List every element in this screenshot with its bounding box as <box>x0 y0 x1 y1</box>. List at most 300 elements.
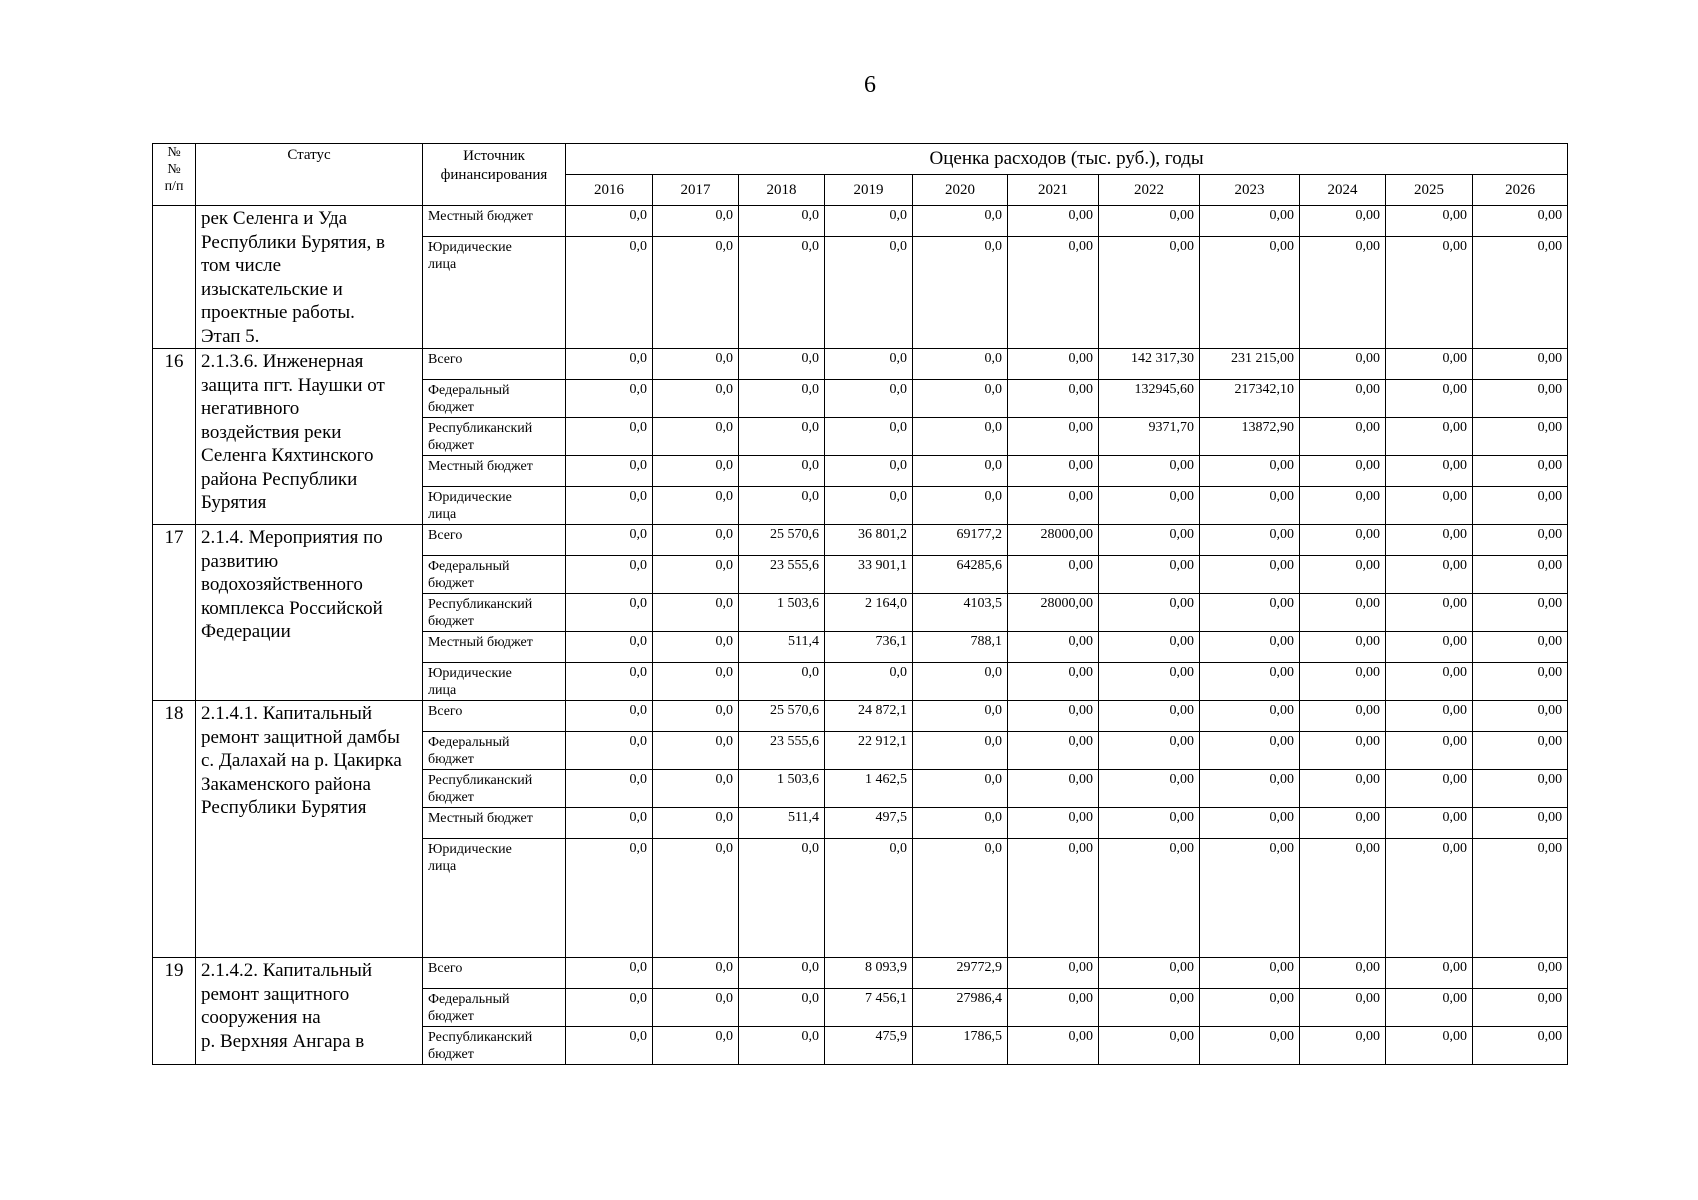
expenditure-value-cell: 0,00 <box>1008 206 1099 237</box>
expenditure-value-cell: 22 912,1 <box>825 732 913 770</box>
expenditure-value-cell: 0,00 <box>1386 418 1473 456</box>
funding-source-line: лица <box>428 257 457 273</box>
expenditure-value-cell: 0,0 <box>653 663 739 701</box>
funding-source-cell <box>423 1027 566 1065</box>
status-line: Федерации <box>201 621 291 642</box>
expenditure-value-cell: 0,0 <box>739 989 825 1027</box>
status-line: 2.1.4.2. Капитальный <box>201 960 373 981</box>
expenditure-value-cell: 0,00 <box>1473 632 1568 663</box>
table-row <box>153 701 1568 732</box>
expenditure-value-cell: 0,0 <box>739 206 825 237</box>
expenditure-value-cell: 0,0 <box>653 989 739 1027</box>
expenditure-value-cell: 0,00 <box>1300 237 1386 349</box>
funding-source-line: Юридические <box>428 490 512 505</box>
expenditure-value-cell: 69177,2 <box>913 525 1008 556</box>
header-num-line: п/п <box>164 179 184 194</box>
expenditure-value-cell: 0,00 <box>1008 632 1099 663</box>
expenditure-value-cell: 0,00 <box>1099 556 1200 594</box>
expenditure-value-cell: 788,1 <box>913 632 1008 663</box>
status-cell <box>196 349 423 525</box>
funding-source-line: Республиканский <box>428 421 533 436</box>
status-line: Селенга Кяхтинского <box>201 445 374 466</box>
expenditure-value-cell: 1 462,5 <box>825 770 913 808</box>
funding-source-line: Юридические <box>428 842 512 857</box>
status-line: комплекса Российской <box>201 597 383 619</box>
expenditure-value-cell: 0,00 <box>1386 206 1473 237</box>
expenditure-value-cell: 0,00 <box>1300 663 1386 701</box>
expenditure-value-cell: 0,0 <box>653 487 739 525</box>
expenditure-value-cell: 0,00 <box>1099 632 1200 663</box>
expenditure-value-cell: 0,00 <box>1099 594 1200 632</box>
expenditure-value-cell: 0,00 <box>1386 237 1473 349</box>
expenditure-value-cell: 33 901,1 <box>825 556 913 594</box>
expenditure-value-cell: 0,00 <box>1300 1027 1386 1065</box>
status-line: развитию <box>201 550 279 572</box>
status-line: 2.1.3.6. Инженерная <box>201 351 364 372</box>
expenditure-value-cell: 0,00 <box>1300 487 1386 525</box>
header-num-line: № <box>167 145 181 160</box>
status-line: водохозяйственного <box>201 574 363 595</box>
expenditure-value-cell: 24 872,1 <box>825 701 913 732</box>
expenditure-value-cell: 0,0 <box>653 808 739 839</box>
expenditure-value-cell: 0,0 <box>566 556 653 594</box>
expenditure-value-cell: 28000,00 <box>1008 594 1099 632</box>
expenditure-value-cell: 0,0 <box>739 487 825 525</box>
expenditure-value-cell: 9371,70 <box>1099 418 1200 456</box>
expenditure-value-cell: 736,1 <box>825 632 913 663</box>
funding-source-line: Федеральный <box>428 992 510 1007</box>
funding-source-line: Федеральный <box>428 559 510 574</box>
row-number-cell: 18 <box>153 701 196 958</box>
expenditure-value-cell: 0,00 <box>1386 594 1473 632</box>
header-year: 2016 <box>566 175 653 206</box>
expenditure-value-cell: 0,00 <box>1386 958 1473 989</box>
expenditure-value-cell: 0,00 <box>1473 663 1568 701</box>
expenditure-value-cell: 0,0 <box>653 701 739 732</box>
expenditure-value-cell: 0,0 <box>913 808 1008 839</box>
expenditure-value-cell: 0,00 <box>1008 456 1099 487</box>
expenditure-value-cell: 0,00 <box>1473 732 1568 770</box>
expenditure-value-cell: 0,00 <box>1473 380 1568 418</box>
expenditure-value-cell: 0,00 <box>1473 770 1568 808</box>
header-num-line: № <box>167 162 181 177</box>
expenditure-value-cell: 8 093,9 <box>825 958 913 989</box>
funding-source-line: бюджет <box>428 1009 474 1024</box>
table-row <box>153 349 1568 380</box>
expenditure-value-cell: 27986,4 <box>913 989 1008 1027</box>
funding-source-line: Всего <box>428 352 463 367</box>
expenditure-value-cell: 0,00 <box>1200 770 1300 808</box>
header-year: 2024 <box>1300 175 1386 206</box>
expenditure-value-cell: 0,00 <box>1200 525 1300 556</box>
expenditure-value-cell: 0,00 <box>1099 663 1200 701</box>
funding-source-line: Местный бюджет <box>428 811 533 826</box>
expenditure-value-cell: 29772,9 <box>913 958 1008 989</box>
expenditure-value-cell: 0,00 <box>1386 732 1473 770</box>
expenditure-value-cell: 217342,10 <box>1200 380 1300 418</box>
expenditure-value-cell: 0,0 <box>913 418 1008 456</box>
expenditure-value-cell: 7 456,1 <box>825 989 913 1027</box>
expenditure-value-cell: 25 570,6 <box>739 701 825 732</box>
expenditure-value-cell: 0,0 <box>825 456 913 487</box>
expenditure-value-cell: 0,0 <box>739 418 825 456</box>
expenditure-value-cell: 511,4 <box>739 632 825 663</box>
expenditure-value-cell: 0,00 <box>1099 770 1200 808</box>
expenditure-value-cell: 0,0 <box>739 237 825 349</box>
header-year: 2020 <box>913 175 1008 206</box>
page-number: 6 <box>864 72 876 98</box>
header-year: 2021 <box>1008 175 1099 206</box>
funding-source-line: бюджет <box>428 752 474 767</box>
funding-source-line: лица <box>428 683 457 698</box>
expenditure-value-cell: 0,0 <box>825 380 913 418</box>
expenditure-value-cell: 0,00 <box>1008 487 1099 525</box>
expenditure-value-cell: 1786,5 <box>913 1027 1008 1065</box>
expenditure-value-cell: 0,00 <box>1386 663 1473 701</box>
expenditure-value-cell: 132945,60 <box>1099 380 1200 418</box>
expenditure-value-cell: 0,00 <box>1200 989 1300 1027</box>
funding-source-line: Федеральный <box>428 383 510 398</box>
status-line: сооружения на <box>201 1007 321 1028</box>
funding-source-line: бюджет <box>428 400 474 415</box>
expenditure-value-cell: 0,0 <box>566 1027 653 1065</box>
status-line: 2.1.4. Мероприятия по <box>201 527 383 548</box>
expenditure-value-cell: 0,00 <box>1008 237 1099 349</box>
expenditure-value-cell: 2 164,0 <box>825 594 913 632</box>
expenditure-value-cell: 0,0 <box>913 770 1008 808</box>
status-line: ремонт защитного <box>201 983 350 1005</box>
status-line: Бурятия <box>201 492 267 513</box>
expenditure-value-cell: 0,0 <box>825 349 913 380</box>
expenditure-value-cell: 0,00 <box>1300 808 1386 839</box>
expenditure-value-cell: 0,00 <box>1200 556 1300 594</box>
table-row <box>153 525 1568 556</box>
status-line: защита пгт. Наушки от <box>201 374 385 396</box>
expenditure-value-cell: 0,00 <box>1200 663 1300 701</box>
expenditure-value-cell: 0,0 <box>913 456 1008 487</box>
expenditure-value-cell: 0,00 <box>1300 839 1386 958</box>
funding-source-line: бюджет <box>428 576 474 591</box>
funding-source-line: бюджет <box>428 438 474 453</box>
row-number-cell: 17 <box>153 525 196 701</box>
status-line: р. Верхняя Ангара в <box>201 1030 365 1052</box>
expenditure-value-cell: 0,0 <box>653 1027 739 1065</box>
status-line: ремонт защитной дамбы <box>201 726 400 748</box>
expenditure-value-cell: 0,0 <box>913 380 1008 418</box>
expenditure-value-cell: 0,0 <box>566 839 653 958</box>
status-line: Республики Бурятия <box>201 797 367 818</box>
expenditure-value-cell: 0,00 <box>1386 989 1473 1027</box>
status-cell <box>196 958 423 1065</box>
expenditure-value-cell: 0,00 <box>1386 632 1473 663</box>
expenditure-value-cell: 0,00 <box>1008 349 1099 380</box>
expenditure-value-cell: 0,0 <box>913 237 1008 349</box>
expenditure-value-cell: 0,0 <box>739 958 825 989</box>
expenditure-value-cell: 0,00 <box>1200 839 1300 958</box>
expenditure-value-cell: 0,00 <box>1473 958 1568 989</box>
expenditure-value-cell: 0,00 <box>1473 594 1568 632</box>
expenditure-value-cell: 0,00 <box>1386 1027 1473 1065</box>
expenditure-value-cell: 0,0 <box>566 808 653 839</box>
expenditure-value-cell: 0,00 <box>1099 989 1200 1027</box>
expenditure-value-cell: 0,0 <box>653 594 739 632</box>
expenditure-value-cell: 0,00 <box>1473 487 1568 525</box>
expenditure-value-cell: 0,0 <box>825 418 913 456</box>
expenditure-value-cell: 0,0 <box>566 237 653 349</box>
funding-source-cell <box>423 487 566 525</box>
status-line: воздействия реки <box>201 421 342 443</box>
expenditure-value-cell: 0,00 <box>1200 487 1300 525</box>
funding-source-line: Всего <box>428 528 463 543</box>
expenditure-value-cell: 0,00 <box>1473 1027 1568 1065</box>
funding-source-line: лица <box>428 507 457 522</box>
expenditure-value-cell: 25 570,6 <box>739 525 825 556</box>
expenditure-value-cell: 0,0 <box>739 380 825 418</box>
expenditure-value-cell: 511,4 <box>739 808 825 839</box>
expenditure-value-cell: 0,00 <box>1200 456 1300 487</box>
expenditure-value-cell: 0,00 <box>1473 701 1568 732</box>
expenditure-value-cell: 0,00 <box>1386 556 1473 594</box>
expenditure-value-cell: 0,0 <box>913 663 1008 701</box>
expenditure-value-cell: 0,00 <box>1300 632 1386 663</box>
expenditure-value-cell: 0,00 <box>1300 380 1386 418</box>
funding-source-line: Республиканский <box>428 773 533 788</box>
expenditure-value-cell: 0,0 <box>653 958 739 989</box>
header-year: 2019 <box>825 175 913 206</box>
funding-source-line: Местный бюджет <box>428 635 533 650</box>
expenditure-value-cell: 0,00 <box>1473 808 1568 839</box>
expenditure-value-cell: 0,00 <box>1008 732 1099 770</box>
expenditure-value-cell: 0,0 <box>825 206 913 237</box>
expenditure-value-cell: 0,00 <box>1008 770 1099 808</box>
expenditure-value-cell: 0,00 <box>1300 770 1386 808</box>
header-source-cell <box>423 144 566 206</box>
expenditure-value-cell: 0,00 <box>1386 701 1473 732</box>
budget-table <box>152 143 1568 1065</box>
funding-source-cell <box>423 525 566 556</box>
expenditure-value-cell: 0,00 <box>1099 525 1200 556</box>
expenditure-value-cell: 0,00 <box>1386 525 1473 556</box>
expenditure-value-cell: 0,0 <box>653 525 739 556</box>
funding-source-cell <box>423 418 566 456</box>
expenditure-value-cell: 0,00 <box>1300 418 1386 456</box>
header-row <box>153 144 1568 175</box>
funding-source-cell <box>423 556 566 594</box>
expenditure-value-cell: 0,0 <box>739 839 825 958</box>
funding-source-cell <box>423 663 566 701</box>
expenditure-value-cell: 0,0 <box>913 732 1008 770</box>
expenditure-value-cell: 475,9 <box>825 1027 913 1065</box>
expenditure-value-cell: 0,00 <box>1300 349 1386 380</box>
funding-source-line: бюджет <box>428 614 474 629</box>
expenditure-value-cell: 0,0 <box>566 380 653 418</box>
expenditure-value-cell: 0,00 <box>1099 456 1200 487</box>
expenditure-value-cell: 0,0 <box>566 456 653 487</box>
funding-source-line: Федеральный <box>428 735 510 750</box>
table-row <box>153 958 1568 989</box>
expenditure-value-cell: 0,00 <box>1386 349 1473 380</box>
table-row <box>153 206 1568 237</box>
expenditure-value-cell: 0,0 <box>566 958 653 989</box>
status-line: рек Селенга и Уда <box>201 208 348 229</box>
funding-source-line: Республиканский <box>428 597 533 612</box>
expenditure-value-cell: 0,00 <box>1386 456 1473 487</box>
header-source-line: финансирования <box>440 167 548 183</box>
expenditure-value-cell: 0,0 <box>566 989 653 1027</box>
funding-source-cell <box>423 349 566 380</box>
expenditure-value-cell: 0,00 <box>1473 206 1568 237</box>
expenditure-value-cell: 0,00 <box>1008 380 1099 418</box>
expenditure-value-cell: 0,00 <box>1008 1027 1099 1065</box>
funding-source-cell <box>423 456 566 487</box>
expenditure-value-cell: 0,0 <box>739 1027 825 1065</box>
funding-source-cell <box>423 206 566 237</box>
row-number-cell: 16 <box>153 349 196 525</box>
expenditure-value-cell: 0,00 <box>1200 594 1300 632</box>
funding-source-cell <box>423 958 566 989</box>
status-line: изыскательские и <box>201 278 343 300</box>
expenditure-value-cell: 0,0 <box>566 663 653 701</box>
header-expenditure-group: Оценка расходов (тыс. руб.), годы <box>566 144 1568 175</box>
funding-source-line: бюджет <box>428 790 474 805</box>
expenditure-value-cell: 64285,6 <box>913 556 1008 594</box>
status-line: Этап 5. <box>201 325 260 347</box>
expenditure-value-cell: 0,00 <box>1300 556 1386 594</box>
expenditure-value-cell: 0,00 <box>1200 1027 1300 1065</box>
expenditure-value-cell: 0,0 <box>913 487 1008 525</box>
expenditure-value-cell: 0,00 <box>1300 732 1386 770</box>
expenditure-value-cell: 0,00 <box>1008 556 1099 594</box>
expenditure-value-cell: 0,00 <box>1200 206 1300 237</box>
expenditure-value-cell: 0,0 <box>913 701 1008 732</box>
expenditure-value-cell: 0,0 <box>653 380 739 418</box>
header-year: 2023 <box>1200 175 1300 206</box>
status-line: том числе <box>201 255 282 276</box>
expenditure-value-cell: 0,00 <box>1200 632 1300 663</box>
expenditure-value-cell: 0,0 <box>825 839 913 958</box>
expenditure-value-cell: 0,00 <box>1099 487 1200 525</box>
expenditure-value-cell: 0,0 <box>566 206 653 237</box>
expenditure-value-cell: 1 503,6 <box>739 770 825 808</box>
expenditure-value-cell: 0,00 <box>1300 594 1386 632</box>
expenditure-value-cell: 0,0 <box>566 594 653 632</box>
expenditure-value-cell: 4103,5 <box>913 594 1008 632</box>
expenditure-value-cell: 23 555,6 <box>739 556 825 594</box>
funding-source-cell <box>423 839 566 958</box>
expenditure-value-cell: 0,0 <box>566 732 653 770</box>
expenditure-value-cell: 0,00 <box>1099 701 1200 732</box>
expenditure-value-cell: 23 555,6 <box>739 732 825 770</box>
expenditure-value-cell: 0,00 <box>1300 701 1386 732</box>
expenditure-value-cell: 0,0 <box>825 487 913 525</box>
row-number-cell: 19 <box>153 958 196 1065</box>
expenditure-value-cell: 0,0 <box>653 418 739 456</box>
header-year: 2022 <box>1099 175 1200 206</box>
expenditure-value-cell: 0,00 <box>1300 989 1386 1027</box>
status-cell <box>196 206 423 349</box>
header-year: 2018 <box>739 175 825 206</box>
expenditure-value-cell: 0,00 <box>1473 989 1568 1027</box>
expenditure-value-cell: 0,00 <box>1300 525 1386 556</box>
funding-source-cell <box>423 701 566 732</box>
funding-source-line: лица <box>428 859 457 874</box>
expenditure-value-cell: 0,00 <box>1386 839 1473 958</box>
expenditure-value-cell: 0,0 <box>653 237 739 349</box>
expenditure-value-cell: 0,0 <box>913 839 1008 958</box>
expenditure-value-cell: 0,00 <box>1008 418 1099 456</box>
status-line: Закаменского района <box>201 773 371 795</box>
status-line: проектные работы. <box>201 302 355 323</box>
funding-source-line: Юридические <box>428 240 512 256</box>
expenditure-value-cell: 0,0 <box>653 456 739 487</box>
expenditure-value-cell: 231 215,00 <box>1200 349 1300 380</box>
expenditure-value-cell: 0,00 <box>1300 206 1386 237</box>
expenditure-value-cell: 28000,00 <box>1008 525 1099 556</box>
funding-source-cell <box>423 808 566 839</box>
expenditure-value-cell: 0,00 <box>1300 456 1386 487</box>
funding-source-line: Всего <box>428 704 463 719</box>
funding-source-line: Республиканский <box>428 1030 533 1045</box>
status-line: с. Далахай на р. Цакирка <box>201 750 402 771</box>
expenditure-value-cell: 497,5 <box>825 808 913 839</box>
funding-source-line: Юридические <box>428 666 512 681</box>
funding-source-cell <box>423 732 566 770</box>
expenditure-value-cell: 0,00 <box>1008 839 1099 958</box>
expenditure-value-cell: 0,0 <box>913 349 1008 380</box>
expenditure-value-cell: 0,00 <box>1386 770 1473 808</box>
expenditure-value-cell: 0,00 <box>1386 380 1473 418</box>
status-line: Республики Бурятия, в <box>201 231 385 253</box>
header-year: 2025 <box>1386 175 1473 206</box>
expenditure-value-cell: 0,00 <box>1200 958 1300 989</box>
expenditure-value-cell: 0,00 <box>1099 839 1200 958</box>
expenditure-value-cell: 36 801,2 <box>825 525 913 556</box>
expenditure-value-cell: 0,0 <box>739 456 825 487</box>
expenditure-value-cell: 0,0 <box>825 663 913 701</box>
funding-source-cell <box>423 770 566 808</box>
expenditure-value-cell: 0,0 <box>913 206 1008 237</box>
expenditure-value-cell: 0,00 <box>1386 808 1473 839</box>
expenditure-value-cell: 1 503,6 <box>739 594 825 632</box>
expenditure-value-cell: 0,0 <box>653 632 739 663</box>
expenditure-value-cell: 0,00 <box>1099 958 1200 989</box>
status-line: района Республики <box>201 468 358 490</box>
expenditure-value-cell: 0,0 <box>566 349 653 380</box>
expenditure-value-cell: 0,00 <box>1099 237 1200 349</box>
expenditure-value-cell: 0,00 <box>1473 456 1568 487</box>
status-cell <box>196 701 423 958</box>
funding-source-line: Всего <box>428 961 463 976</box>
expenditure-value-cell: 0,00 <box>1008 701 1099 732</box>
expenditure-value-cell: 0,00 <box>1473 349 1568 380</box>
expenditure-value-cell: 0,00 <box>1473 525 1568 556</box>
funding-source-line: Местный бюджет <box>428 209 533 224</box>
expenditure-value-cell: 0,00 <box>1008 989 1099 1027</box>
funding-source-cell <box>423 632 566 663</box>
header-year: 2017 <box>653 175 739 206</box>
funding-source-line: Местный бюджет <box>428 459 533 474</box>
expenditure-value-cell: 0,0 <box>566 701 653 732</box>
expenditure-value-cell: 0,00 <box>1473 839 1568 958</box>
funding-source-line: бюджет <box>428 1047 474 1062</box>
header-status-cell: Статус <box>196 144 423 206</box>
expenditure-value-cell: 142 317,30 <box>1099 349 1200 380</box>
expenditure-value-cell: 0,0 <box>566 525 653 556</box>
expenditure-value-cell: 0,00 <box>1473 556 1568 594</box>
status-line: негативного <box>201 398 300 419</box>
expenditure-value-cell: 0,00 <box>1008 808 1099 839</box>
expenditure-value-cell: 0,0 <box>566 487 653 525</box>
